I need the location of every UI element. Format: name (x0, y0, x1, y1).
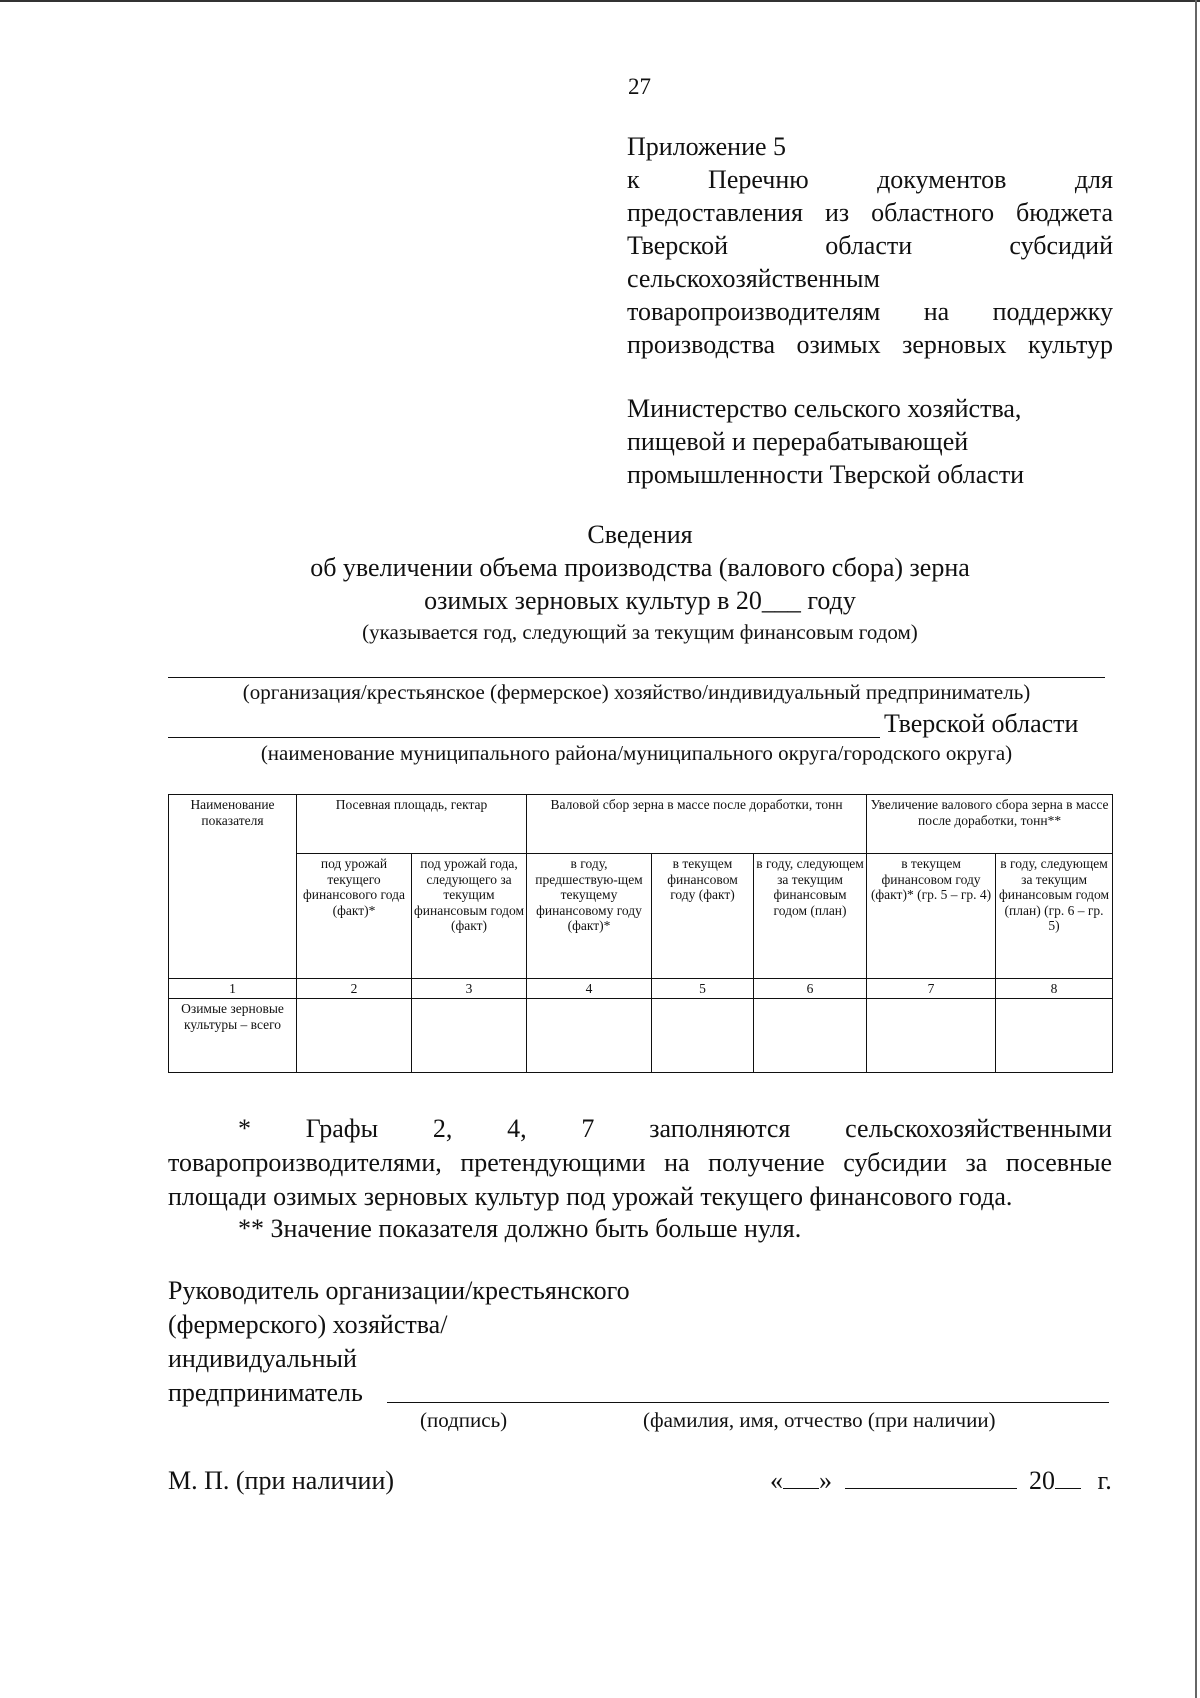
organization-caption: (организация/крестьянское (фермерское) хозяйство/индивидуальный предприниматель) (242, 680, 1031, 704)
header-col-6: в году, следующем за текущим финансовым годом (план) (754, 854, 867, 979)
page-number: 27 (628, 74, 651, 99)
header-indicator-name: Наименование показателя (169, 795, 297, 979)
table-cell-input[interactable] (527, 999, 652, 1073)
table-cell-input[interactable] (996, 999, 1113, 1073)
column-number: 3 (412, 979, 527, 999)
column-number: 2 (297, 979, 412, 999)
table-cell-input[interactable] (297, 999, 412, 1073)
stamp-place: М. П. (при наличии) (168, 1466, 395, 1495)
annex-line: производства озимых зерновых культур (627, 330, 1113, 359)
ministry-line: промышленности Тверской области (627, 460, 1025, 489)
year-prefix: 20 (1029, 1466, 1055, 1495)
signature-fill-line[interactable] (387, 1402, 1109, 1403)
table-cell-input[interactable] (652, 999, 754, 1073)
ministry-addressee (627, 392, 1127, 491)
header-col-8: в году, следующем за текущим финансовым годом (план) (гр. 6 – гр. 5) (996, 854, 1113, 979)
annex-line: товаропроизводителям на поддержку (627, 297, 1113, 326)
header-col-7: в текущем финансовом году (факт)* (гр. 5 – гр. 4) (867, 854, 996, 979)
column-number: 4 (527, 979, 652, 999)
column-number: 1 (169, 979, 297, 999)
full-name-caption: (фамилия, имя, отчество (при наличии) (643, 1408, 996, 1432)
date-close-quote: » (819, 1466, 832, 1495)
header-col-3: под урожай года, следующего за текущим финансовым годом (факт) (412, 854, 527, 979)
footnote-1 (168, 1112, 1112, 1214)
ministry-line: Министерство сельского хозяйства, (627, 394, 1022, 423)
scan-edge-top (0, 0, 1200, 2)
year-note: (указывается год, следующий за текущим финансовым годом) (362, 620, 918, 644)
signature-line: (фермерского) хозяйства/ (168, 1310, 448, 1339)
year-suffix: г. (1097, 1466, 1112, 1495)
scan-edge-right (1195, 0, 1197, 1698)
annex-title: Приложение 5 (627, 132, 787, 161)
ministry-line: пищевой и перерабатывающей (627, 427, 969, 456)
year-fill-line[interactable] (1055, 1466, 1081, 1489)
date-field (770, 1466, 1112, 1496)
annex-block (627, 130, 1113, 361)
header-col-5: в текущем финансовом году (факт) (652, 854, 754, 979)
table-cell-input[interactable] (412, 999, 527, 1073)
annex-line: предоставления из областного бюджета (627, 198, 1113, 227)
annex-line: сельскохозяйственным (627, 264, 880, 293)
header-col-2: под урожай текущего финансового года (факт)* (297, 854, 412, 979)
signature-line: индивидуальный (168, 1344, 357, 1373)
annex-line: к Перечню документов для (627, 165, 1113, 194)
data-table (168, 794, 1113, 1073)
column-number: 6 (754, 979, 867, 999)
column-number: 8 (996, 979, 1113, 999)
footnote-2: ** Значение показателя должно быть больше нуля. (238, 1214, 802, 1243)
header-sown-area: Посевная площадь, гектар (297, 795, 527, 854)
footnote-1-rest: товаропроизводителями, претендующими на получение субсидии за посевные площади озимых зерновых культур под урожай текущего финансового года. (168, 1148, 1112, 1211)
region-label: Тверской области (884, 709, 1079, 738)
row-label-winter-grain: Озимые зерновые культуры – всего (169, 999, 297, 1073)
header-gross-harvest: Валовой сбор зерна в массе после доработки, тонн (527, 795, 867, 854)
column-number: 7 (867, 979, 996, 999)
municipality-caption: (наименование муниципального района/муниципального округа/городского округа) (260, 741, 1013, 765)
municipality-fill-line[interactable] (168, 737, 880, 738)
header-col-4: в году, предшествую-щем текущему финансовому году (факт)* (527, 854, 652, 979)
date-open-quote: « (770, 1466, 783, 1495)
footnote-1-first-line: * Графы 2, 4, 7 заполняются сельскохозяйственными (238, 1114, 1112, 1143)
signature-line: предприниматель (168, 1378, 363, 1407)
signature-block (168, 1274, 630, 1410)
header-harvest-increase: Увеличение валового сбора зерна в массе после доработки, тонн** (867, 795, 1113, 854)
day-fill-line[interactable] (783, 1466, 819, 1489)
column-number: 5 (652, 979, 754, 999)
table-cell-input[interactable] (867, 999, 996, 1073)
signature-caption: (подпись) (420, 1408, 508, 1432)
month-fill-line[interactable] (845, 1466, 1017, 1489)
document-title: Сведения (587, 520, 693, 549)
document-subtitle: об увеличении объема производства (валового сбора) зерна (310, 553, 970, 582)
document-subtitle: озимых зерновых культур в 20___ году (424, 586, 856, 615)
signature-line: Руководитель организации/крестьянского (168, 1276, 630, 1305)
organization-fill-line[interactable] (168, 677, 1105, 678)
table-cell-input[interactable] (754, 999, 867, 1073)
annex-line: Тверской области субсидий (627, 231, 1113, 260)
